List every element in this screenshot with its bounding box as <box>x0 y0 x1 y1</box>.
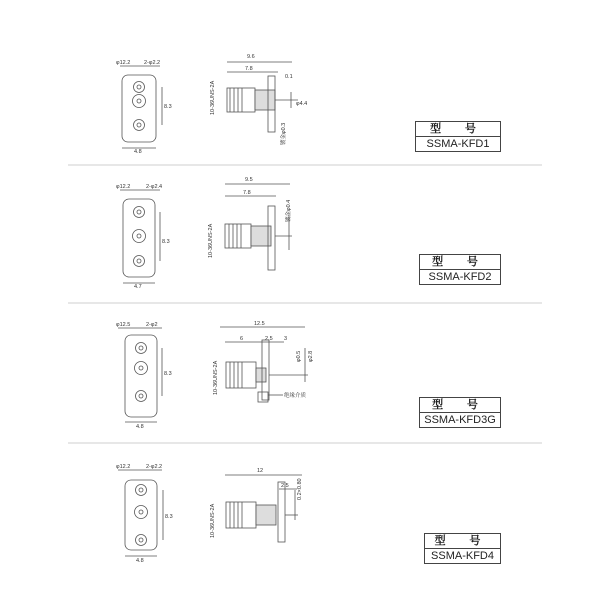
model-header: 型 号 <box>420 255 500 270</box>
model-number: SSMA-KFD1 <box>426 138 490 150</box>
side-a-label: 6 <box>240 336 244 342</box>
front-holes-label: 2-φ2.2 <box>146 464 163 470</box>
front-dia-label: φ12.5 <box>116 322 131 328</box>
side-length-label: 9.6 <box>247 54 255 60</box>
side-pin-label: φ0.5 <box>296 350 302 362</box>
model-header: 型 号 <box>425 534 500 549</box>
side-thread-label: 10-36UNS-2A <box>208 223 214 258</box>
front-height-label: 8.3 <box>164 371 172 377</box>
side-pinlen-label: φ4.4 <box>296 101 308 107</box>
model-number: SSMA-KFD2 <box>428 271 492 283</box>
side-body-label: 7.8 <box>243 190 251 196</box>
front-height-label: 8.3 <box>165 514 173 520</box>
model-box <box>419 254 501 285</box>
model-box <box>419 397 501 428</box>
front-view <box>120 190 160 283</box>
front-width-label: 4.7 <box>134 284 142 290</box>
front-width-label: 4.8 <box>136 424 144 430</box>
side-thread-label: 10-36UNS-2A <box>210 503 216 538</box>
front-view <box>118 328 162 422</box>
model-header: 型 号 <box>420 398 500 413</box>
side-length-label: 12 <box>257 468 264 474</box>
side-view <box>225 184 292 270</box>
front-width-label: 4.8 <box>134 149 142 155</box>
side-view <box>225 475 302 542</box>
model-header: 型 号 <box>416 122 500 137</box>
front-dia-label: φ12.2 <box>116 464 131 470</box>
front-dia-label: φ12.2 <box>116 184 131 190</box>
side-pin2-label: φ2.8 <box>308 350 314 362</box>
side-length-label: 9.5 <box>245 177 253 183</box>
side-flange-label: 0.1 <box>285 74 293 80</box>
side-c-label: 3 <box>284 336 288 342</box>
front-holes-label: 2-φ2 <box>146 322 158 328</box>
side-body-label: 7.8 <box>245 66 253 72</box>
side-pin-label: 0.2×0.80 <box>297 478 303 500</box>
side-note-label: 绝缘介质 <box>284 393 307 399</box>
side-b-label: 2.5 <box>281 483 289 489</box>
model-box <box>424 533 501 564</box>
front-height-label: 8.3 <box>164 104 172 110</box>
front-view <box>118 470 163 556</box>
front-holes-label: 2-φ2.4 <box>146 184 163 190</box>
side-b-label: 2.5 <box>265 336 273 342</box>
section-kfd2 <box>120 184 292 283</box>
front-width-label: 4.8 <box>136 558 144 564</box>
front-height-label: 8.3 <box>162 239 170 245</box>
side-thread-label: 10-36UNS-2A <box>213 360 219 395</box>
model-number: SSMA-KFD4 <box>431 550 494 562</box>
side-pin-label: 镀金φ0.3 <box>281 122 287 145</box>
side-length-label: 12.5 <box>254 321 265 327</box>
front-dia-label: φ12.2 <box>116 60 131 66</box>
section-kfd1 <box>120 62 298 148</box>
model-number: SSMA-KFD3G <box>424 414 496 426</box>
model-box <box>415 121 501 152</box>
front-view <box>120 66 162 148</box>
side-pin-label: 镀金φ0.4 <box>286 199 292 222</box>
front-holes-label: 2-φ2.2 <box>144 60 161 66</box>
side-view <box>220 327 308 402</box>
side-view <box>227 62 298 132</box>
side-thread-label: 10-36UNS-2A <box>210 80 216 115</box>
